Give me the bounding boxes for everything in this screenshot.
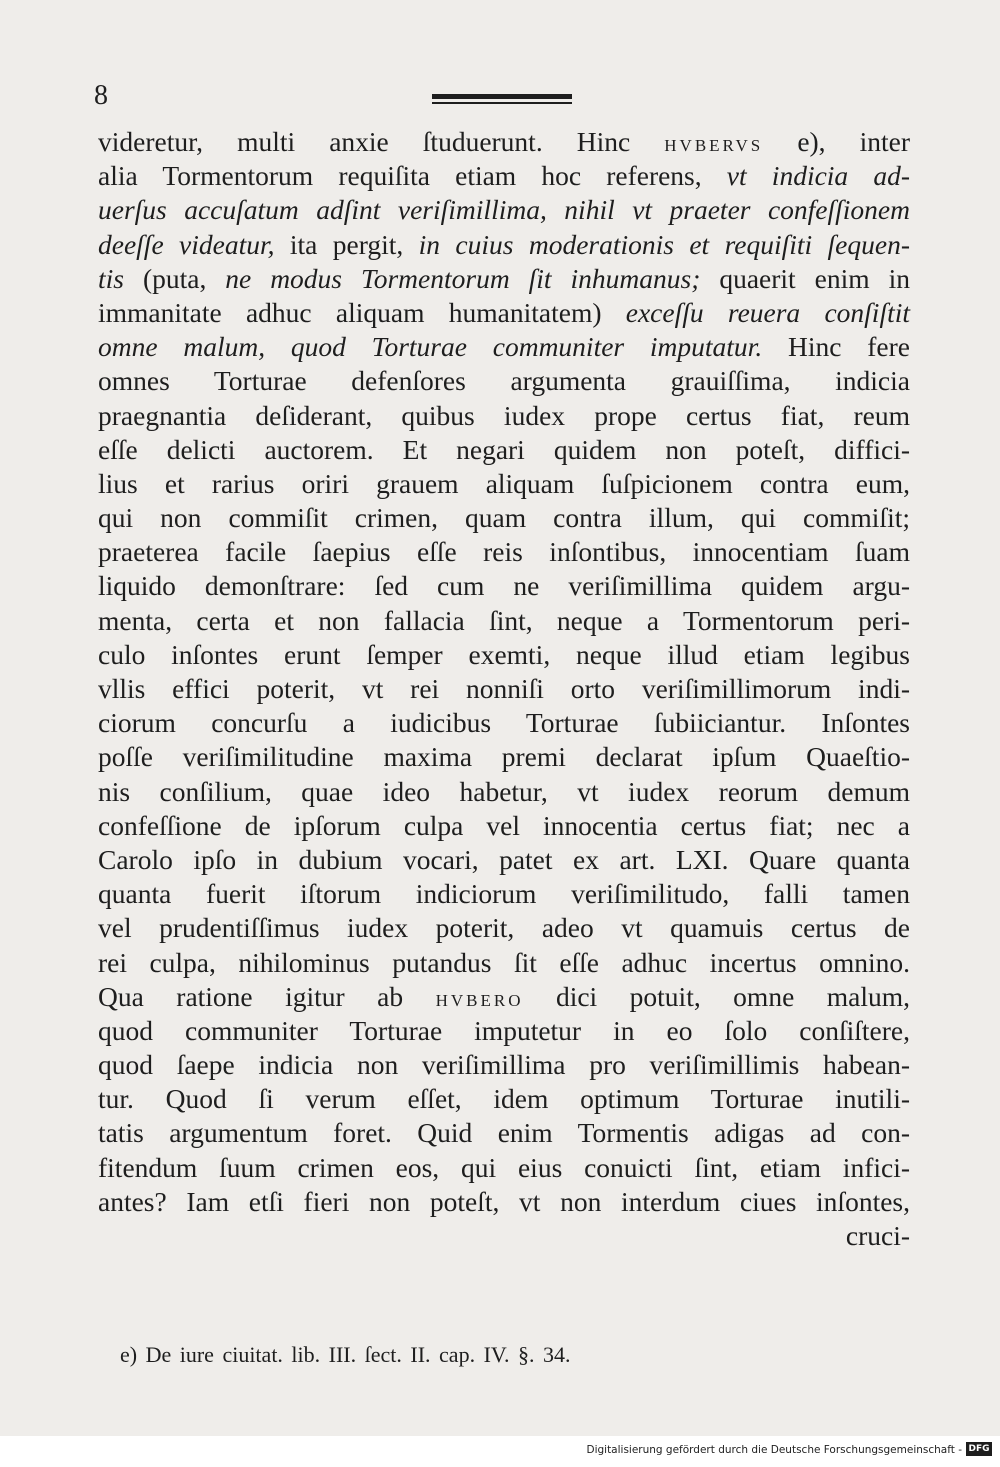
text-line: [98, 946, 910, 980]
text-line: [98, 604, 910, 638]
italic-span: exceſſu reuera conſiſtit: [625, 296, 910, 328]
text-line: [98, 262, 910, 296]
text-line: [98, 159, 910, 193]
text-span: rei culpa, nihilominus putandus ſit eſſe adhuc incertus omnino.: [98, 946, 910, 978]
text-span: Carolo ipſo in dubium vocari, patet ex art. LXI. Quare quanta: [98, 843, 910, 875]
text-span: eſſe delicti auctorem. Et negari quidem non poteſt, diffici-: [98, 433, 910, 465]
text-span: cruci-: [845, 1220, 910, 1251]
text-line: [98, 501, 910, 535]
text-span: vel prudentiſſimus iudex poterit, adeo vt quamuis certus de: [98, 912, 910, 944]
text-span: alia Tormentorum requiſita etiam hoc referens,: [98, 160, 727, 192]
text-span: dici potuit, omne malum,: [523, 980, 910, 1012]
dfg-logo: DFG: [966, 1442, 992, 1456]
text-span: ita pergit,: [274, 228, 419, 260]
text-line: [98, 467, 910, 501]
text-line: [98, 980, 910, 1014]
text-span: e), inter: [763, 126, 910, 157]
text-line: [98, 125, 910, 159]
text-span: nis conſilium, quae ideo habetur, vt iudex reorum demum: [98, 775, 910, 807]
text-line: [98, 638, 910, 672]
italic-span: uerſus accuſatum adſint veriſimillima, nihil vt praeter confeſſionem: [98, 194, 910, 226]
text-line: [98, 1219, 910, 1253]
text-span: lius et rarius oriri grauem aliquam ſuſpicionem contra eum,: [98, 467, 910, 499]
text-line: [98, 228, 910, 262]
text-line: [98, 193, 910, 227]
text-line: [98, 1082, 910, 1116]
text-line: [98, 569, 910, 603]
text-line: [98, 399, 910, 433]
italic-span: omne malum, quod Torturae communiter imputatur.: [98, 331, 763, 363]
text-line: [98, 1151, 910, 1185]
text-line: [98, 330, 910, 364]
text-span: ciorum concurſu a iudicibus Torturae ſubiiciantur. Inſontes: [98, 707, 910, 739]
footnote: e) De iure ciuitat. lib. III. ſect. II. cap. IV. §. 34.: [120, 1342, 571, 1367]
text-span: Hinc fere: [762, 331, 910, 363]
text-span: (puta,: [123, 262, 226, 294]
italic-span: ne modus Tormentorum ſit inhumanus;: [225, 262, 701, 294]
text-span: tur. Quod ſi verum eſſet, idem optimum Torturae inutili-: [98, 1083, 910, 1115]
text-span: tatis argumentum foret. Quid enim Tormentis adigas ad con-: [98, 1117, 910, 1149]
text-line: [98, 1116, 910, 1150]
text-span: liquido demonſtrare: ſed cum ne veriſimillima quidem argu-: [98, 570, 910, 602]
text-line: [98, 433, 910, 467]
text-span: vllis effici poterit, vt rei nonniſi orto veriſimillimorum indi-: [98, 673, 910, 704]
text-line: [98, 706, 910, 740]
text-span: poſſe veriſimilitudine maxima premi declarat ipſum Quaeſtio-: [98, 741, 910, 773]
text-span: culo inſontes erunt ſemper exemti, neque illud etiam legibus: [98, 638, 910, 670]
text-span: omnes Torturae defenſores argumenta grauiſſima, indicia: [98, 365, 910, 397]
text-span: Qua ratione igitur ab: [98, 980, 436, 1012]
text-span: quanta fuerit iſtorum indiciorum veriſimilitudo, falli tamen: [98, 878, 910, 910]
text-line: [98, 740, 910, 774]
italic-span: tis: [98, 262, 124, 294]
text-line: [98, 877, 910, 911]
dfg-credit: Digitalisierung gefördert durch die Deutsche Forschungsgemeinschaft -: [586, 1444, 962, 1456]
text-line: [98, 843, 910, 877]
text-line: [98, 296, 910, 330]
italic-span: in cuius moderationis et requiſiti ſequen-: [418, 228, 910, 260]
text-span: immanitate adhuc aliquam humanitatem): [98, 296, 626, 328]
name-smallcaps: hvbervs: [664, 131, 764, 157]
text-span: confeſſione de ipſorum culpa vel innocentia certus fiat; nec a: [98, 809, 910, 841]
text-line: [98, 535, 910, 569]
name-smallcaps: hvbero: [435, 985, 524, 1012]
header-rule: [432, 94, 572, 99]
italic-span: deeſſe videatur,: [98, 228, 275, 260]
text-line: [98, 1048, 910, 1082]
text-line: [98, 672, 910, 706]
text-span: antes? Iam etſi fieri non poteſt, vt non interdum ciues inſontes,: [98, 1185, 910, 1217]
text-line: [98, 775, 910, 809]
text-span: quod communiter Torturae imputetur in eo ſolo conſiſtere,: [98, 1014, 910, 1046]
text-span: praeterea facile ſaepius eſſe reis inſontibus, innocentiam ſuam: [98, 536, 910, 568]
text-line: [98, 1014, 910, 1048]
text-span: praegnantia deſiderant, quibus iudex prope certus fiat, reum: [98, 399, 910, 431]
text-line: [98, 809, 910, 843]
text-span: videretur, multi anxie ſtuduerunt. Hinc: [98, 126, 665, 157]
body-text: [98, 125, 910, 1253]
header-rule-thin: [432, 102, 572, 104]
page-number: 8: [94, 80, 108, 111]
text-line: [98, 1185, 910, 1219]
text-span: quod ſaepe indicia non veriſimillima pro veriſimillimis habean-: [98, 1049, 910, 1081]
text-span: quaerit enim in: [700, 262, 910, 294]
text-line: [98, 364, 910, 398]
text-span: qui non commiſit crimen, quam contra illum, qui commiſit;: [98, 502, 910, 534]
text-span: menta, certa et non fallacia ſint, neque a Tormentorum peri-: [98, 604, 910, 636]
text-line: [98, 911, 910, 945]
text-span: fitendum ſuum crimen eos, qui eius conuicti ſint, etiam infici-: [98, 1151, 910, 1183]
italic-span: vt indicia ad-: [726, 160, 910, 192]
